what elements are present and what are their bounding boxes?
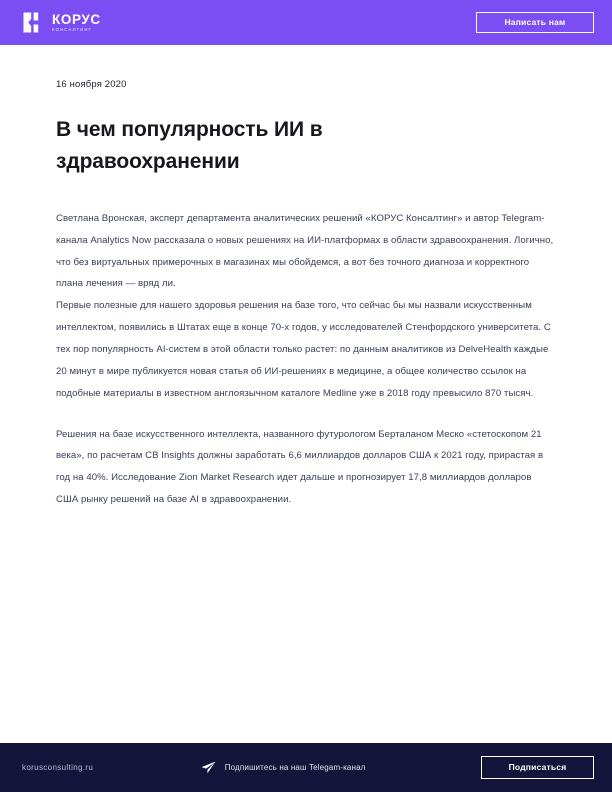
footer-telegram-cta[interactable] bbox=[93, 761, 473, 774]
footer-website-url[interactable]: korusconsulting.ru bbox=[22, 763, 94, 772]
brand-name: КОРУС bbox=[52, 11, 101, 27]
article-content bbox=[0, 45, 612, 743]
telegram-icon bbox=[201, 761, 216, 774]
subscribe-button[interactable]: Подписаться bbox=[481, 756, 594, 779]
article-paragraph: Решения на базе искусственного интеллекта, названного футурологом Берталаном Меско «стетоскопом 21 века», по расчетам CB Insights должны заработать 6,6 миллиардов долларов США к 2021 году, прирастая в год на 40%. Исследование Zion Market Research идет дальше и прогнозирует 17,8 миллиардов долларов США рынку решений на базе AI в здравоохранении. bbox=[56, 428, 544, 506]
page-title: В чем популярность ИИ в здравоохранении bbox=[56, 118, 323, 173]
article-paragraph: Первые полезные для нашего здоровья решения на базе того, что сейчас бы мы назвали искусственным интеллектом, появились в Штатах еще в конце 70-х годов, у исследователей Стенфордского университета. С тех пор популярность AI-систем в этой области только растет: по данным аналитиков из DelveHealth каждые 20 минут в мире публикуется новая статья об ИИ-решениях в медицине, а общее количество ссылок на подобные материалы в известном англоязычном каталоге Medline уже в 2018 году превысило 870 тысяч. bbox=[56, 300, 551, 399]
site-header bbox=[0, 0, 612, 45]
korus-logo-mark-icon bbox=[22, 11, 45, 34]
brand-subtitle: КОНСАЛТИНГ bbox=[52, 27, 92, 33]
article-date: 16 ноября 2020 bbox=[56, 79, 127, 90]
footer-cta-text: Подпишитесь на наш Telegam-канал bbox=[224, 763, 366, 772]
brand-text bbox=[52, 13, 101, 33]
write-to-us-button[interactable]: Написать нам bbox=[476, 12, 594, 33]
brand-logo[interactable] bbox=[22, 11, 101, 34]
article-body bbox=[56, 208, 556, 511]
article-paragraph: Светлана Вронская, эксперт департамента аналитических решений «КОРУС Консалтинг» и автор Telegram-канала Analytics Now рассказала о новых решениях на ИИ-платформах в области здравоохранения. Логично, что без виртуальных примерочных в магазинах мы обойдемся, а вот без точного диагноза и корректного плана лечения — вряд ли. bbox=[56, 212, 554, 290]
site-footer bbox=[0, 743, 612, 792]
